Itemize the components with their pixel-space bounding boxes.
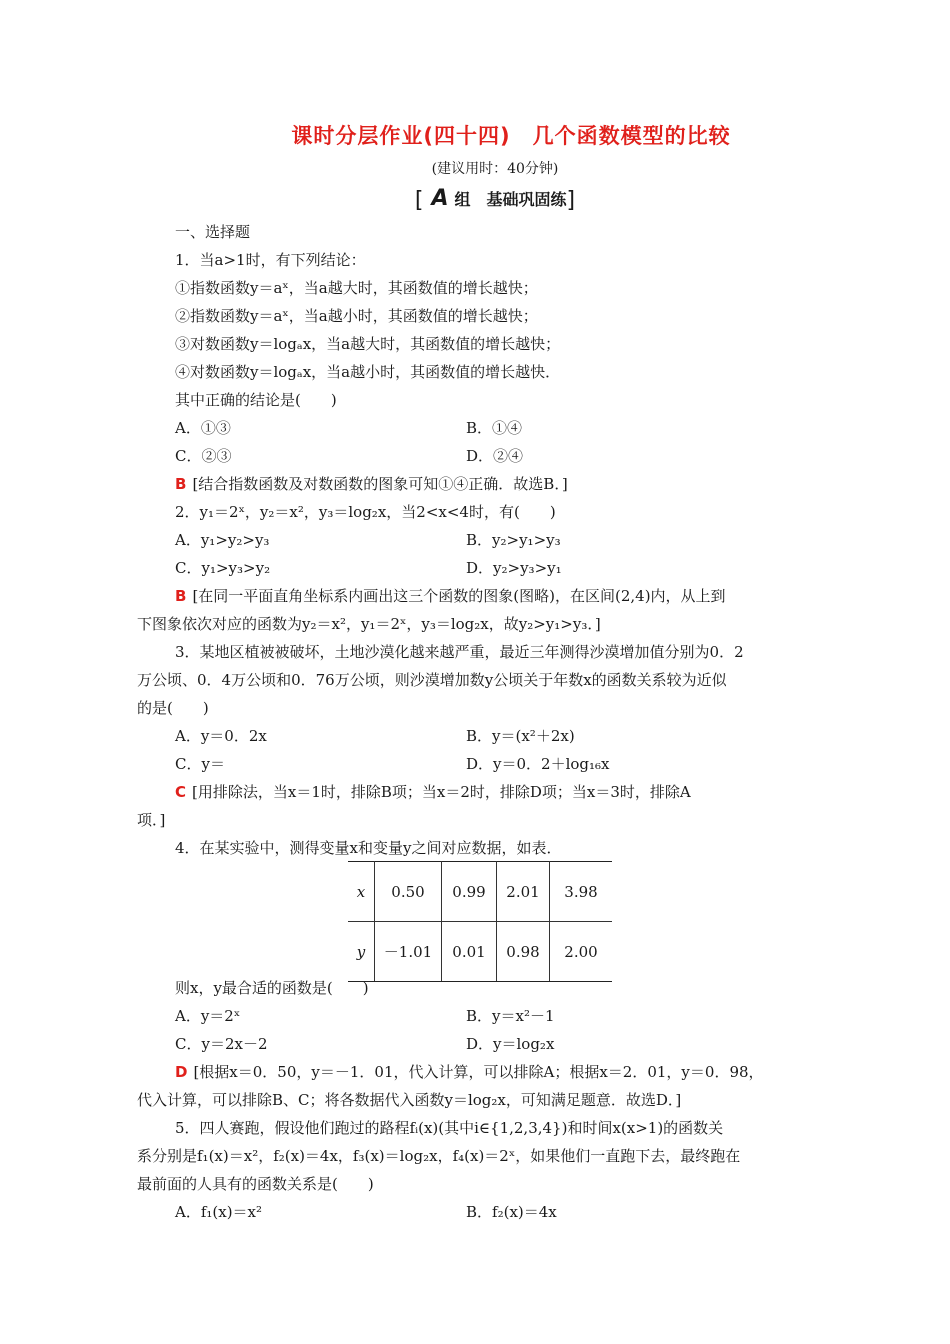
q4-answer — [175, 1062, 764, 1082]
table-cell: 0.50 — [375, 862, 442, 922]
q1-answer — [175, 474, 568, 494]
group-title: 组 基础巩固练 — [454, 190, 567, 209]
q4-option-b: B．y＝x²－1 — [466, 1007, 555, 1025]
section-heading: 一、选择题 — [175, 223, 251, 241]
q4-ask: 则x，y最合适的函数是( ) — [175, 979, 369, 997]
q3-explanation: [用排除法，当x＝1时，排除B项；当x＝2时，排除D项；当x＝3时，排除A — [192, 783, 691, 801]
q3-answer — [175, 782, 691, 802]
q2-option-d: D．y₂>y₃>y₁ — [466, 559, 562, 577]
q4-option-a: A．y＝2ˣ — [175, 1007, 241, 1025]
q3-option-a: A．y＝0．2x — [175, 727, 267, 745]
q1-statement-1: ①指数函数y＝aˣ，当a越大时，其函数值的增长越快； — [175, 279, 538, 297]
q2-stem: 2．y₁＝2ˣ，y₂＝x²，y₃＝log₂x，当2<x<4时，有( ) — [175, 503, 556, 521]
q4-option-c: C．y＝2x－2 — [175, 1035, 268, 1053]
q2-explanation: [在同一平面直角坐标系内画出这三个函数的图象(图略)，在区间(2,4)内，从上到 — [192, 587, 726, 605]
q1-option-a: A．①③ — [175, 419, 231, 437]
q5-stem-cont: 系分别是f₁(x)＝x²，f₂(x)＝4x，f₃(x)＝log₂x，f₄(x)＝2ˣ，如果他们一直跑下去，最终跑在 — [137, 1147, 741, 1165]
q3-answer-letter: C — [175, 783, 187, 801]
q3-option-b: B．y＝(x²＋2x) — [466, 727, 575, 745]
q4-explanation-cont: 代入计算，可以排除B、C；将各数据代入函数y＝log₂x，可知满足题意．故选D．] — [137, 1091, 682, 1109]
group-heading — [0, 186, 950, 213]
q1-option-d: D．②④ — [466, 447, 524, 465]
q3-option-d: D．y＝0．2＋log₁₆x — [466, 755, 610, 773]
q1-answer-letter: B — [175, 475, 187, 493]
bracket-right: ] — [566, 188, 576, 213]
table-cell: 3.98 — [550, 862, 613, 922]
table-row-label: x — [348, 862, 375, 922]
q5-option-b: B．f₂(x)＝4x — [466, 1203, 557, 1221]
q3-option-c: C．y＝ — [175, 755, 225, 773]
table-cell: 0.99 — [442, 862, 497, 922]
table-cell: 0.01 — [442, 922, 497, 982]
q3-explanation-cont: 项．] — [137, 811, 166, 829]
q4-explanation: [根据x＝0．50，y＝－1．01，代入计算，可以排除A；根据x＝2．01，y＝0．98， — [193, 1063, 764, 1081]
q1-option-b: B．①④ — [466, 419, 523, 437]
table-row — [348, 862, 612, 922]
q2-option-a: A．y₁>y₂>y₃ — [175, 531, 270, 549]
q1-option-c: C．②③ — [175, 447, 232, 465]
q5-stem: 5．四人赛跑，假设他们跑过的路程fᵢ(x)(其中i∈{1,2,3,4})和时间x(x>1)的函数关 — [175, 1119, 724, 1137]
data-table — [348, 861, 612, 982]
q3-stem-cont: 万公顷、0．4万公顷和0．76万公顷，则沙漠增加数y公顷关于年数x的函数关系较为近似 — [137, 671, 727, 689]
table-cell: 0.98 — [497, 922, 550, 982]
bracket-left: [ — [414, 188, 424, 213]
q5-stem-end: 最前面的人具有的函数关系是( ) — [137, 1175, 374, 1193]
q1-stem: 1．当a>1时，有下列结论： — [175, 251, 366, 269]
page-title: 课时分层作业(四十四) 几个函数模型的比较 — [291, 124, 731, 148]
table-row-label: y — [348, 922, 375, 982]
q2-explanation-cont: 下图象依次对应的函数为y₂＝x²，y₁＝2ˣ，y₃＝log₂x，故y₂>y₁>y₃．] — [137, 615, 601, 633]
q2-answer — [175, 586, 726, 606]
table-row — [348, 922, 612, 982]
q2-answer-letter: B — [175, 587, 187, 605]
group-letter: A — [431, 186, 449, 211]
q4-stem: 4．在某实验中，测得变量x和变量y之间对应数据，如表． — [175, 839, 562, 857]
q4-answer-letter: D — [175, 1063, 188, 1081]
q5-option-a: A．f₁(x)＝x² — [175, 1203, 263, 1221]
q2-option-b: B．y₂>y₁>y₃ — [466, 531, 561, 549]
q1-statement-3: ③对数函数y＝logₐx，当a越大时，其函数值的增长越快； — [175, 335, 561, 353]
q1-statement-2: ②指数函数y＝aˣ，当a越小时，其函数值的增长越快； — [175, 307, 538, 325]
table-cell: 2.01 — [497, 862, 550, 922]
q4-option-d: D．y＝log₂x — [466, 1035, 555, 1053]
q3-stem-end: 的是( ) — [137, 699, 209, 717]
q1-statement-4: ④对数函数y＝logₐx，当a越小时，其函数值的增长越快． — [175, 363, 561, 381]
q3-stem: 3．某地区植被被破坏，土地沙漠化越来越严重，最近三年测得沙漠增加值分别为0．2 — [175, 643, 744, 661]
table-cell: －1.01 — [375, 922, 442, 982]
q1-explanation: [结合指数函数及对数函数的图象可知①④正确．故选B．] — [192, 475, 568, 493]
table-cell: 2.00 — [550, 922, 613, 982]
q1-ask: 其中正确的结论是( ) — [175, 391, 337, 409]
q2-option-c: C．y₁>y₃>y₂ — [175, 559, 271, 577]
suggested-time: (建议用时：40分钟) — [431, 161, 559, 177]
